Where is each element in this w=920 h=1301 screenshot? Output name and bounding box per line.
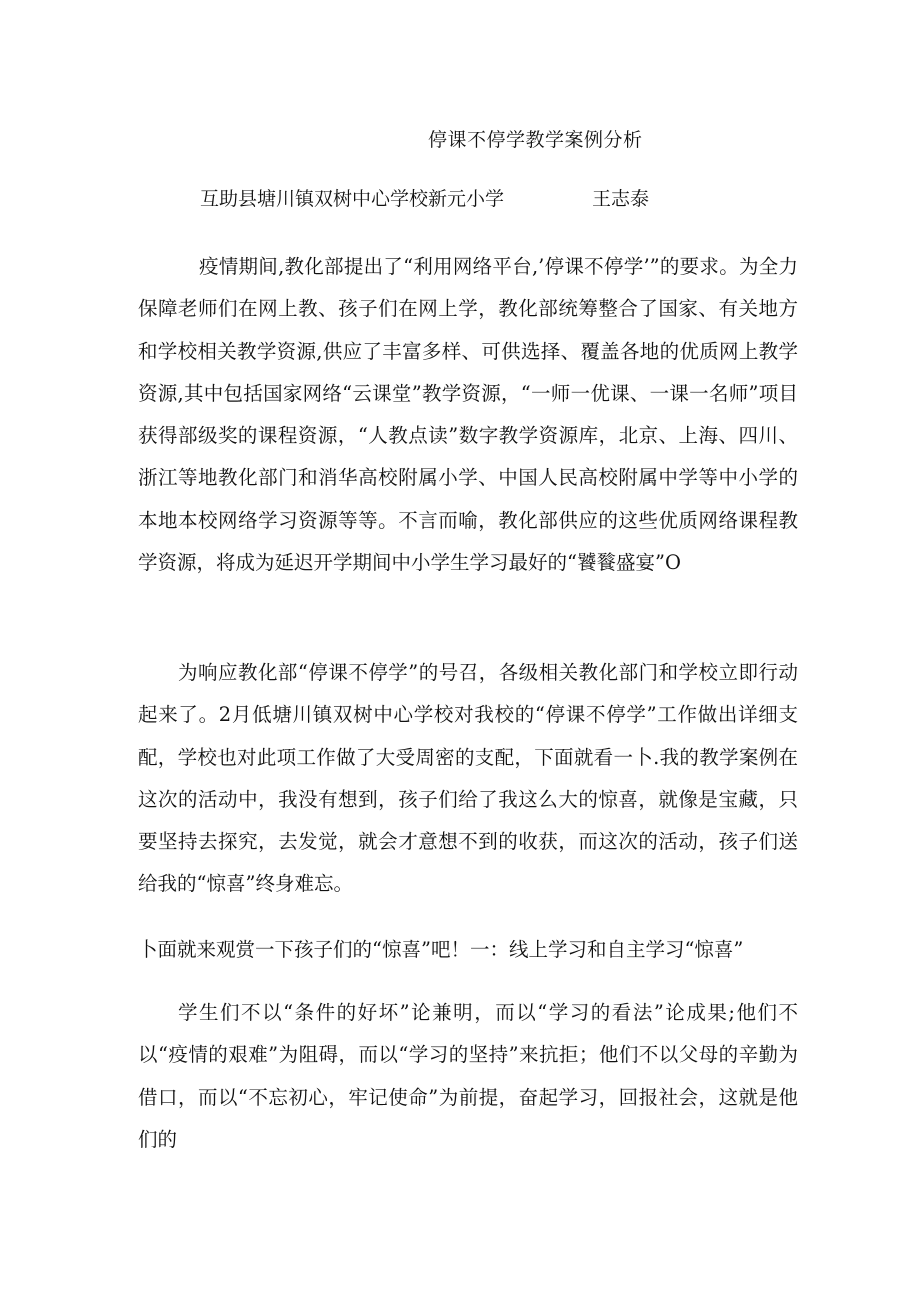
paragraph-1: 疫情期间,教化部提出了“利用网络平台,’停课不停学’”的要求。为全力保障老师们在网上教、孩子们在网上学，教化部统筹整合了国家、有关地方和学校相关教学资源,供应了丰富多样、可供选择、覆盖各地的优质网上教学资源,其中包括国家网络“云课堂”教学资源，“一师一优课、一课一名师”项目获得部级奖的课程资源，“人教点读”数字教学资源库，北京、上海、四川、浙江等地教化部门和消华高校附属小学、中国人民高校附属中学等中小学的本地本校网络学习资源等等。不言而喻，教化部供应的这些优质网络课程教学资源，将成为延迟开学期间中小学生学习最好的“饕餮盛宴”O [138,255,798,575]
author-name: 王志泰 [592,188,650,210]
paragraph-2: 为响应教化部“停课不停学”的号召，各级相关教化部门和学校立即行动起来了。2月低塘川镇双树中心学校对我校的“停课不停学”工作做出详细支配，学校也对此项工作做了大受周密的支配，下面就看一卜.我的教学案例在这次的活动中，我没有想到，孩子们给了我这么大的惊喜，就像是宝藏，只要坚持去探究，去发觉，就会才意想不到的收获，而这次的活动，孩子们送给我的“惊喜”终身难忘。 [138,661,798,896]
paragraph-3: 学生们不以“条件的好坏”论兼明，而以“学习的看法”论成果;他们不以“疫情的艰难”为阻碍，而以“学习的坚持”来抗拒；他们不以父母的辛勤为借口，而以“不忘初心，牢记使命”为前提，奋起学习，回报社会，这就是他们的 [138,1001,798,1151]
author-line [200,186,649,212]
school-name: 互助县塘川镇双树中心学校新元小学 [200,188,505,210]
section-heading: 卜面就来观赏一下孩子们的“惊喜”吧！一：线上学习和自主学习“惊喜” [138,938,744,961]
document-title: 停课不停学教学案例分析 [428,129,643,151]
